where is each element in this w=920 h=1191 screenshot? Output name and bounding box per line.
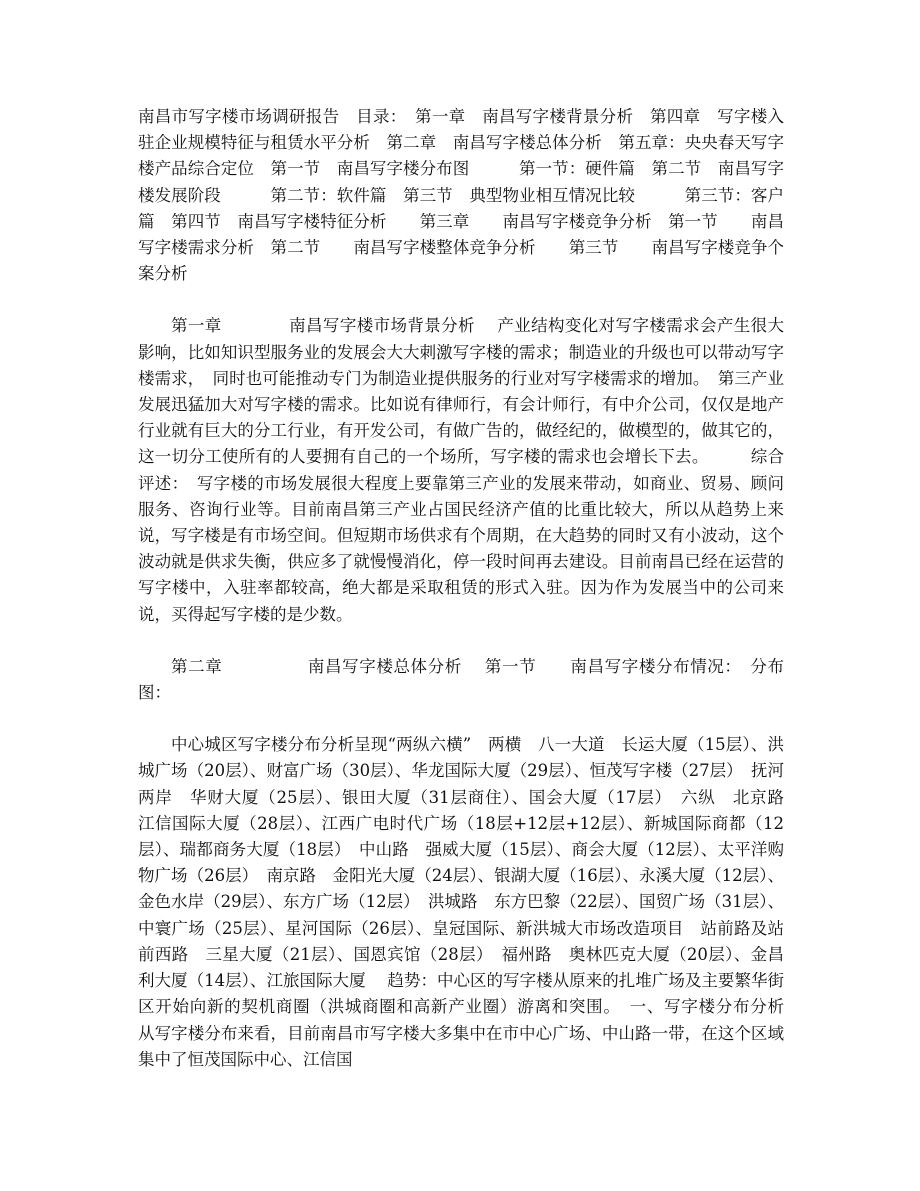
distribution-analysis-paragraph: 中心城区写字楼分布分析呈现“两纵六横” 两横 八一大道 长运大厦（15层）、洪城广场（20层）、财富广场（30层）、华龙国际大厦（29层）、恒茂写字楼（27层） 抚河两岸 华财大厦（25层）、银田大厦（31层商住）、国会大厦（17层） 六纵 北京路 江信国际大厦（28层）、江西广电时代广场（18层+12层+12层）、新城国际商都（12层）、瑞都商务大厦（18层） 中山路 强威大厦（15层）、商会大厦（12层）、太平洋购物广场（26层） 南京路 金阳光大厦（24层）、银湖大厦（16层）、永溪大厦（12层）、金色水岸（29层）、东方广场（12层） 洪城路 东方巴黎（22层）、国贸广场（31层）、中寰广场（25层）、星河国际（26层）、皇冠国际、新洪城大市场改造项目 站前路及站前西路 三星大厦（21层）、国恩宾馆（28层） 福州路 奥林匹克大厦（20层）、金昌利大厦（14层）、江旅国际大厦 趋势：中心区的写字楼从原来的扎堆广场及主要繁华街区开始向新的契机商圈（洪城商圈和高新产业圈）游离和突围。 一、写字楼分布分析 从写字楼分布来看，目前南昌市写字楼大多集中在市中心广场、中山路一带，在这个区域集中了恒茂国际中心、江信国 (138, 735, 801, 1069)
chapter2-heading-paragraph: 第二章 南昌写字楼总体分析 第一节 南昌写字楼分布情况： 分布图： (138, 656, 784, 703)
chapter1-background-paragraph: 第一章 南昌写字楼市场背景分析 产业结构变化对写字楼需求会产生很大影响，比如知识型服务业的发展会大大刺激写字楼的需求；制造业的升级也可以带动写字楼需求， 同时也可能推动专门为制造业提供服务的行业对写字楼需求的增加。 第三产业发展迅猛加大对写字楼的需求。比如说有律师行，有会计师行，有中介公司，仅仅是地产行业就有巨大的分工行业，有开发公司，有做广告的，做经纪的，做模型的，做其它的，这一切分工使所有的人要拥有自己的一个场所，写字楼的需求也会增长下去。 综合评述： 写字楼的市场发展很大程度上要靠第三产业的发展来带动，如商业、贸易、顾问服务、咨询行业等。目前南昌第三产业占国民经济产值的比重比较大，所以从趋势上来说，写字楼是有市场空间。但短期市场供求有个周期，在大趋势的同时又有小波动，这个波动就是供求失衡，供应多了就慢慢消化，停一段时间再去建设。目前南昌已经在运营的写字楼中，入驻率都较高，绝大都是采取租赁的形式入驻。因为作为发展当中的公司来说，买得起写字楼的是少数。 (138, 316, 784, 624)
toc-paragraph: 南昌市写字楼市场调研报告 目录： 第一章 南昌写字楼背景分析 第四章 写字楼入驻企业规模特征与租赁水平分析 第二章 南昌写字楼总体分析 第五章：央央春天写字楼产品综合定位 第一节 南昌写字楼分布图 第一节：硬件篇 第二节 南昌写字楼发展阶段 第二节：软件篇 第三节 典型物业相互情况比较 第三节：客户篇 第四节 南昌写字楼特征分析 第三章 南昌写字楼竞争分析 第一节 南昌写字楼需求分析 第二节 南昌写字楼整体竞争分析 第三节 南昌写字楼竞争个案分析 (138, 107, 784, 284)
document-page (138, 104, 801, 1073)
